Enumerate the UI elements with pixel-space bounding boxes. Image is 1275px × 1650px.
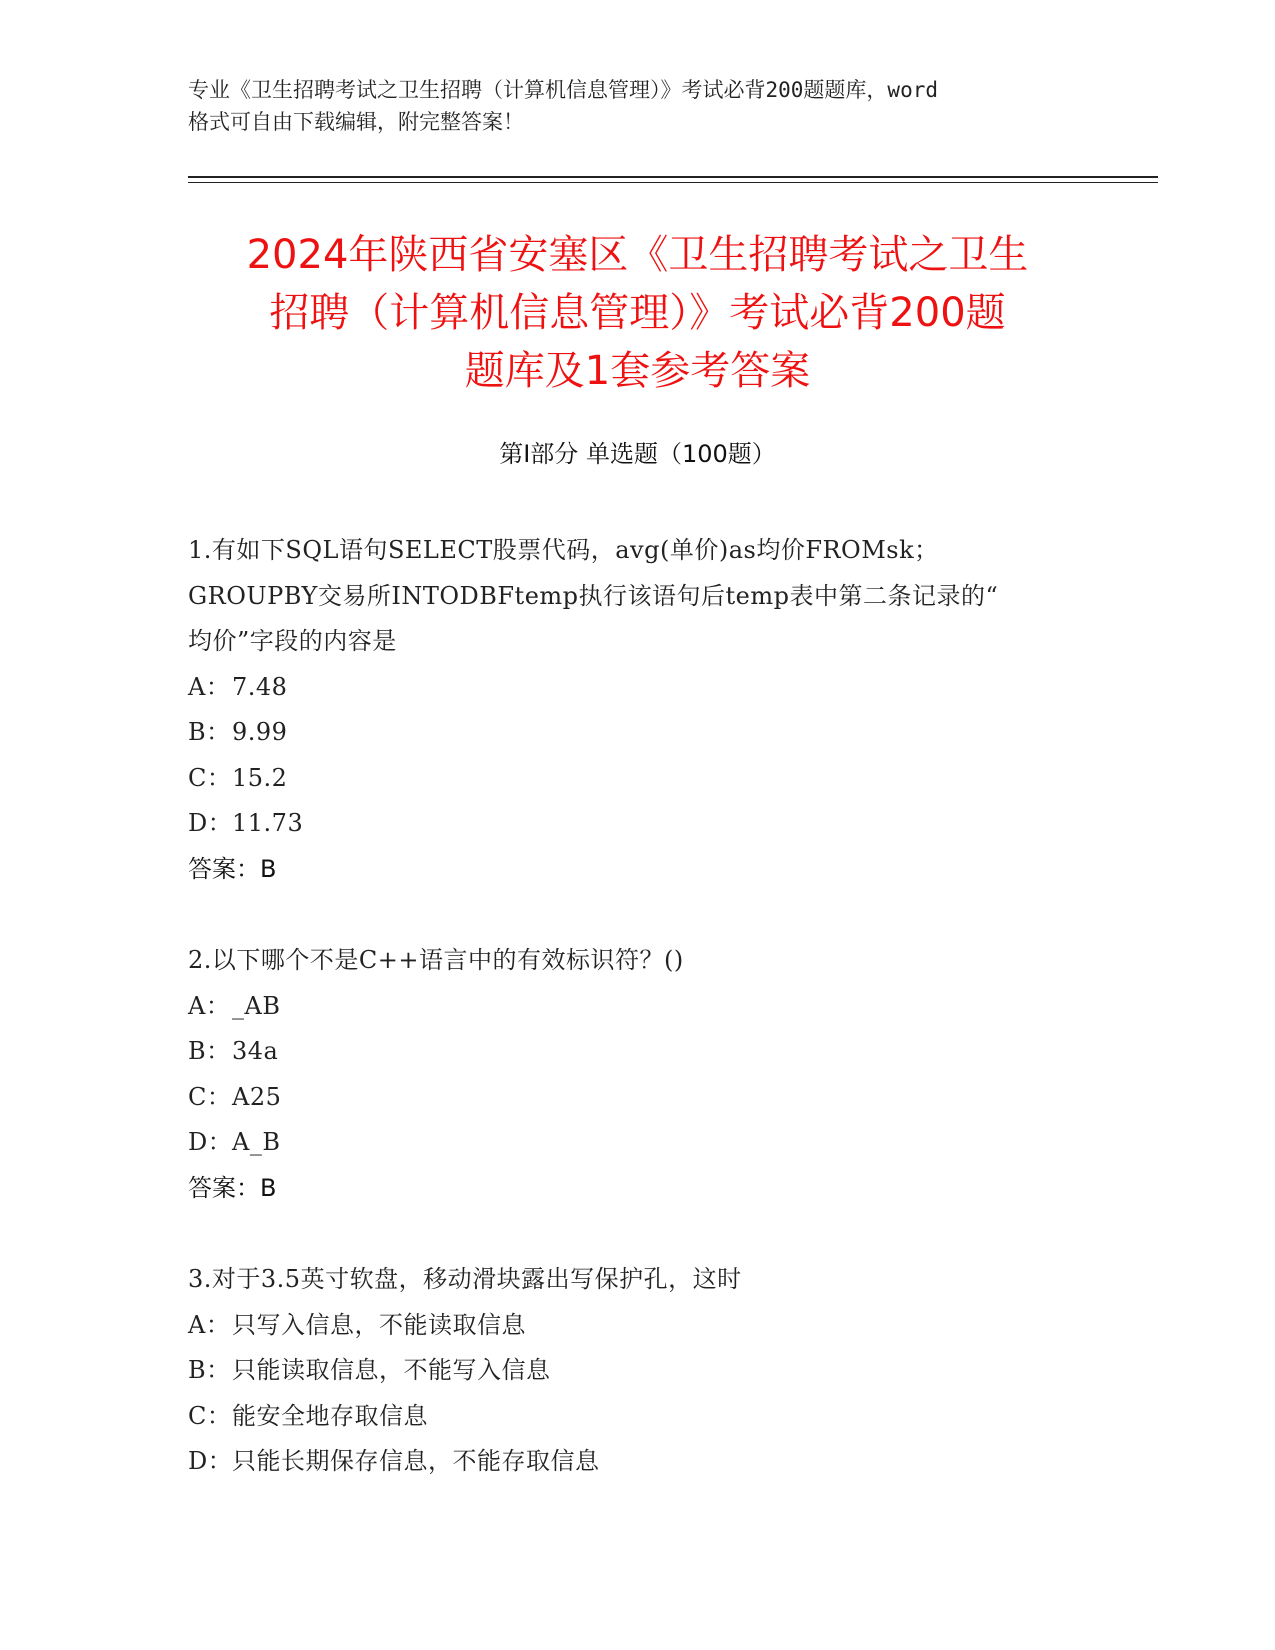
option-a <box>188 1303 1088 1349</box>
title-line: 招聘（计算机信息管理）》考试必背200题 <box>269 290 1006 336</box>
option-key: A： <box>188 1310 231 1339</box>
option-key: B： <box>188 1037 231 1065</box>
question-stem: 3.对于3.5英寸软盘，移动滑块露出写保护孔，这时 <box>188 1265 742 1293</box>
option-text: A_B <box>232 1128 281 1156</box>
question-list <box>188 528 1088 1531</box>
document-title <box>150 226 1125 400</box>
option-text: 34a <box>232 1037 279 1065</box>
option-key: D： <box>188 809 233 837</box>
option-text: 只能长期保存信息，不能存取信息 <box>232 1447 600 1475</box>
option-b <box>188 710 1088 756</box>
option-b <box>188 1348 1088 1394</box>
option-text: A25 <box>232 1082 282 1111</box>
option-key: B： <box>188 718 231 746</box>
option-text: 11.73 <box>232 809 304 837</box>
answer-line: 答案：B <box>188 854 277 883</box>
section-heading: 第Ⅰ部分 单选题（100题） <box>499 440 776 468</box>
option-a <box>188 665 1088 711</box>
option-c <box>188 756 1088 802</box>
option-key: C： <box>188 1082 232 1111</box>
option-key: D： <box>188 1447 233 1475</box>
option-b <box>188 1029 1088 1075</box>
option-key: D： <box>188 1128 233 1156</box>
header-note <box>188 74 1088 138</box>
question-item <box>188 938 1088 1211</box>
option-text: 只能读取信息，不能写入信息 <box>232 1356 551 1384</box>
option-a <box>188 984 1088 1030</box>
option-c <box>188 1075 1088 1121</box>
header-rule-thick <box>188 176 1158 178</box>
header-note-line: 格式可自由下载编辑，附完整答案！ <box>188 110 524 134</box>
option-text: 能安全地存取信息 <box>232 1401 428 1430</box>
question-stem: 2.以下哪个不是C++语言中的有效标识符？() <box>188 946 684 974</box>
answer-line: 答案：B <box>188 1173 277 1202</box>
question-stem: GROUPBY交易所INTODBFtemp执行该语句后temp表中第二条记录的“ <box>188 581 999 610</box>
option-text: 7.48 <box>232 672 288 701</box>
title-line: 题库及1套参考答案 <box>464 348 811 394</box>
question-item <box>188 528 1088 892</box>
option-key: C： <box>188 763 232 792</box>
option-c <box>188 1394 1088 1440</box>
option-d <box>188 1439 1088 1485</box>
option-text: 只写入信息，不能读取信息 <box>232 1310 526 1339</box>
option-d <box>188 801 1088 847</box>
option-text: 15.2 <box>232 763 288 792</box>
option-key: A： <box>188 991 231 1020</box>
title-line: 2024年陕西省安塞区《卫生招聘考试之卫生 <box>246 232 1029 278</box>
option-d <box>188 1120 1088 1166</box>
option-key: A： <box>188 672 231 701</box>
option-text: _AB <box>232 991 281 1020</box>
header-rule-thin <box>188 182 1158 183</box>
option-key: C： <box>188 1401 232 1430</box>
question-stem: 1.有如下SQL语句SELECT股票代码，avg(单价)as均价FROMsk； <box>188 536 939 564</box>
question-stem: 均价”字段的内容是 <box>188 627 397 655</box>
question-item <box>188 1257 1088 1485</box>
option-text: 9.99 <box>232 718 288 746</box>
option-key: B： <box>188 1356 231 1384</box>
header-note-line: 专业《卫生招聘考试之卫生招聘（计算机信息管理）》考试必背200题题库，word <box>188 78 938 102</box>
